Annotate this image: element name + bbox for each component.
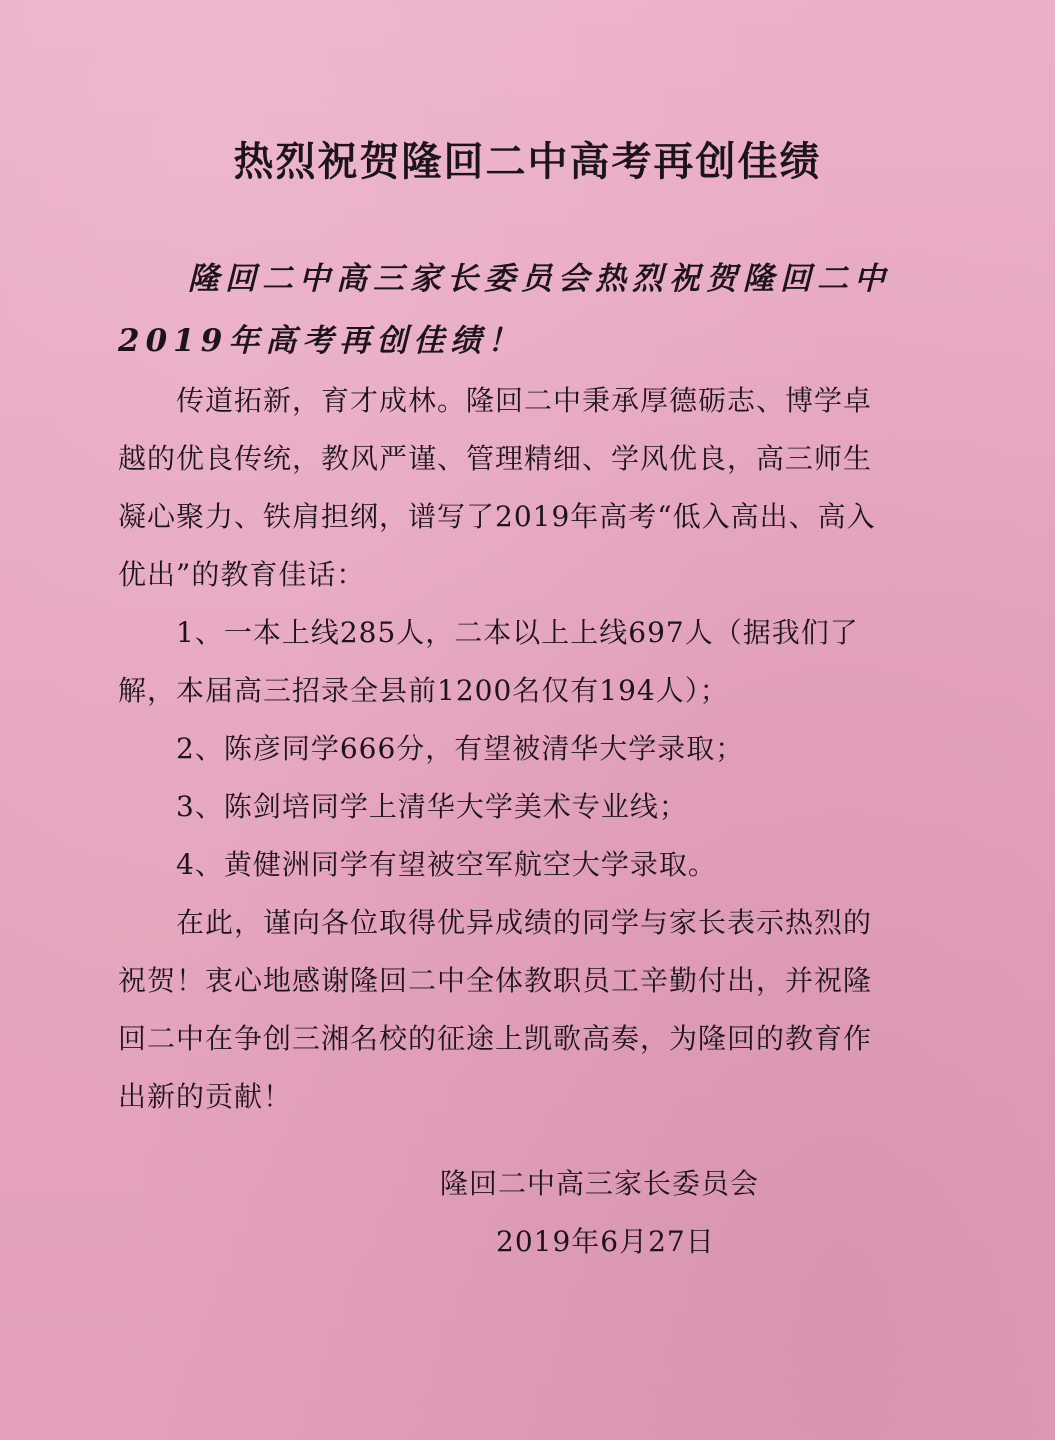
result-item-4: 4、黄健洲同学有望被空军航空大学录取。 xyxy=(176,848,717,881)
result-item-1: 1、一本上线285人，二本以上上线697人（据我们了解，本届高三招录全县前1200名仅有194人）； xyxy=(118,616,859,707)
signature-block xyxy=(440,1155,780,1271)
result-item-2: 2、陈彦同学666分，有望被清华大学录取； xyxy=(176,732,745,765)
closing-paragraph: 在此，谨向各位取得优异成绩的同学与家长表示热烈的祝贺！衷心地感谢隆回二中全体教职员工辛勤付出，并祝隆回二中在争创三湘名校的征途上凯歌高奏，为隆回的教育作出新的贡献！ xyxy=(118,906,873,1113)
signature-date: 2019年6月27日 xyxy=(496,1225,715,1258)
intro-paragraph: 传道拓新，育才成林。隆回二中秉承厚德砺志、博学卓越的优良传统，教风严谨、管理精细、学风优良，高三师生凝心聚力、铁肩担纲，谱写了2019年高考“低入高出、高入优出”的教育佳话： xyxy=(118,384,876,591)
document-title: 热烈祝贺隆回二中高考再创佳绩 xyxy=(233,138,822,185)
result-item-3: 3、陈剑培同学上清华大学美术专业线； xyxy=(176,790,688,823)
greeting-line: 隆回二中高三家长委员会热烈祝贺隆回二中2019年高考再创佳绩！ xyxy=(118,261,891,359)
document-body xyxy=(118,372,898,1126)
signature-organization: 隆回二中高三家长委员会 xyxy=(440,1167,760,1200)
